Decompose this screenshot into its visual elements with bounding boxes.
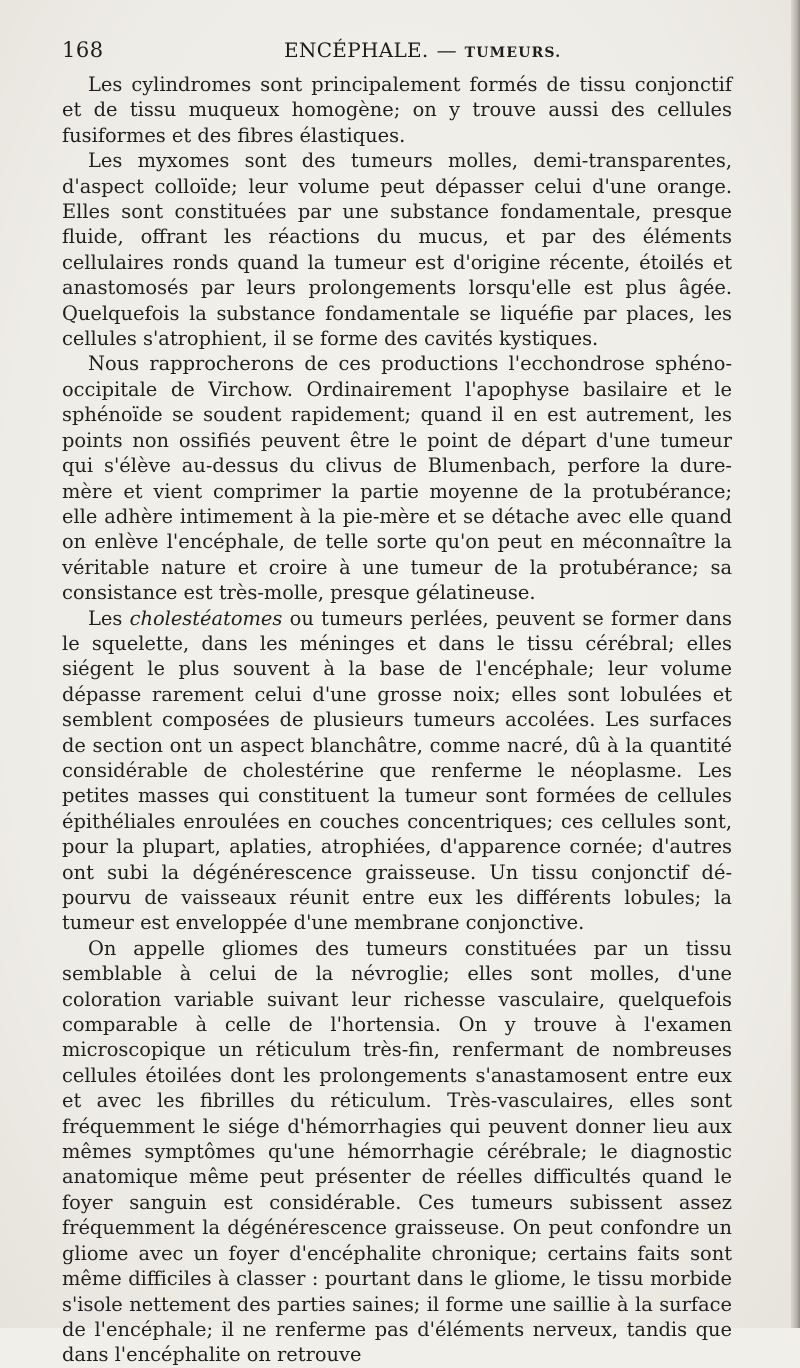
paragraph-cholesteatomes — [62, 606, 732, 936]
paragraph-lead: Les — [88, 606, 130, 630]
running-header — [62, 38, 732, 68]
paragraph-ecchondrose: Nous rapprocherons de ces productions l'ecchondrose sphéno-occipitale de Virchow. Ordinairement l'apophyse basilaire et le sphénoïde se soudent rapidement; quand il en est autrement, les points non ossifiés peuvent être le point de départ d'une tumeur qui s'élève au-dessus du clivus de Blumenbach, perfore la dure-mère et vient comprimer la partie moyenne de la protubérance; elle adhère intimement à la pie-mère et se détache avec elle quand on enlève l'encéphale, de telle sorte qu'on peut en méconnaître la véritable nature et croire à une tumeur de la protubérance; sa consistance est très-molle, presque gélatineuse. — [62, 352, 732, 605]
paragraph-body: ou tumeurs perlées, peuvent se former dans le squelette, dans les méninges et dans le tissu cérébral; elles siégent le plus souvent à la base de l'encéphale; leur volume dépasse rarement celui d'une grosse noix; elles sont lobulées et semblent composées de plusieurs tumeurs accolées. Les surfaces de section ont un aspect blanchâtre, comme nacré, dû à la quantité considérable de cholestérine que renferme le néoplasme. Les petites masses qui constituent la tumeur sont formées de cellules épithéliales enroulées en couches concentriques; ces cellules sont, pour la plupart, aplaties, atrophiées, d'apparence cornée; d'autres ont subi la dégénérescence graisseuse. Un tissu conjonctif dépourvu de vaisseaux réunit entre eux les différents lobules; la tumeur est enveloppée d'une membrane conjonctive. — [62, 606, 732, 935]
running-title — [284, 38, 561, 62]
chapter-title: ENCÉPHALE. — [284, 38, 429, 62]
paragraph-myxomes: Les myxomes sont des tumeurs molles, demi-transparentes, d'aspect colloïde; leur volume peut dépasser celui d'une orange. Elles sont constituées par une substance fondamentale, presque fluide, offrant les réactions du mucus, et par des éléments cellulaires ronds quand la tumeur est d'origine récente, étoilés et anastomosés par leurs prolongements lorsqu'elle est plus âgée. Quelquefois la substance fondamentale se liquéfie par places, les cellules s'atrophient, il se forme des cavités kystiques. — [62, 149, 732, 351]
emphasized-term: cholestéatomes — [129, 606, 283, 630]
section-title: TUMEURS. — [464, 45, 562, 61]
paragraph-gliomes: On appelle gliomes des tumeurs constituées par un tissu semblable à celui de la névroglie; elles sont molles, d'une coloration variable suivant leur richesse vasculaire, quelquefois comparable à celle de l'hortensia. On y trouve à l'examen microscopique un réticulum très-fin, renfermant de nombreuses cellules étoilées dont les prolongements s'anastamosent entre eux et avec les fibrilles du réticulum. Très-vasculaires, elles sont fréquemment le siége d'hémorrhagies qui peuvent donner lieu aux mêmes symptômes qu'une hémorrhagie cérébrale; le diagnostic anatomique même peut présenter de réelles difficultés quand le foyer sanguin est considérable. Ces tumeurs subissent assez fréquemment la dégénérescence graisseuse. On peut confondre un gliome avec un foyer d'encéphalite chronique; certains faits sont même difficiles à classer : pourtant dans le gliome, le tissu morbide s'isole nettement des parties saines; il forme une saillie à la surface de l'encéphale; il ne renferme pas d'éléments nerveux, tandis que dans l'encéphalite on retrouve — [62, 936, 732, 1367]
body-text — [62, 72, 732, 1368]
page-edge — [791, 0, 800, 1328]
paragraph-cylindromes: Les cylindromes sont principalement formés de tissu conjonctif et de tissu muqueux homogène; on y trouve aussi des cellules fusiformes et des fibres élastiques. — [62, 73, 732, 147]
page-number: 168 — [62, 38, 104, 62]
title-separator: — — [436, 38, 457, 62]
